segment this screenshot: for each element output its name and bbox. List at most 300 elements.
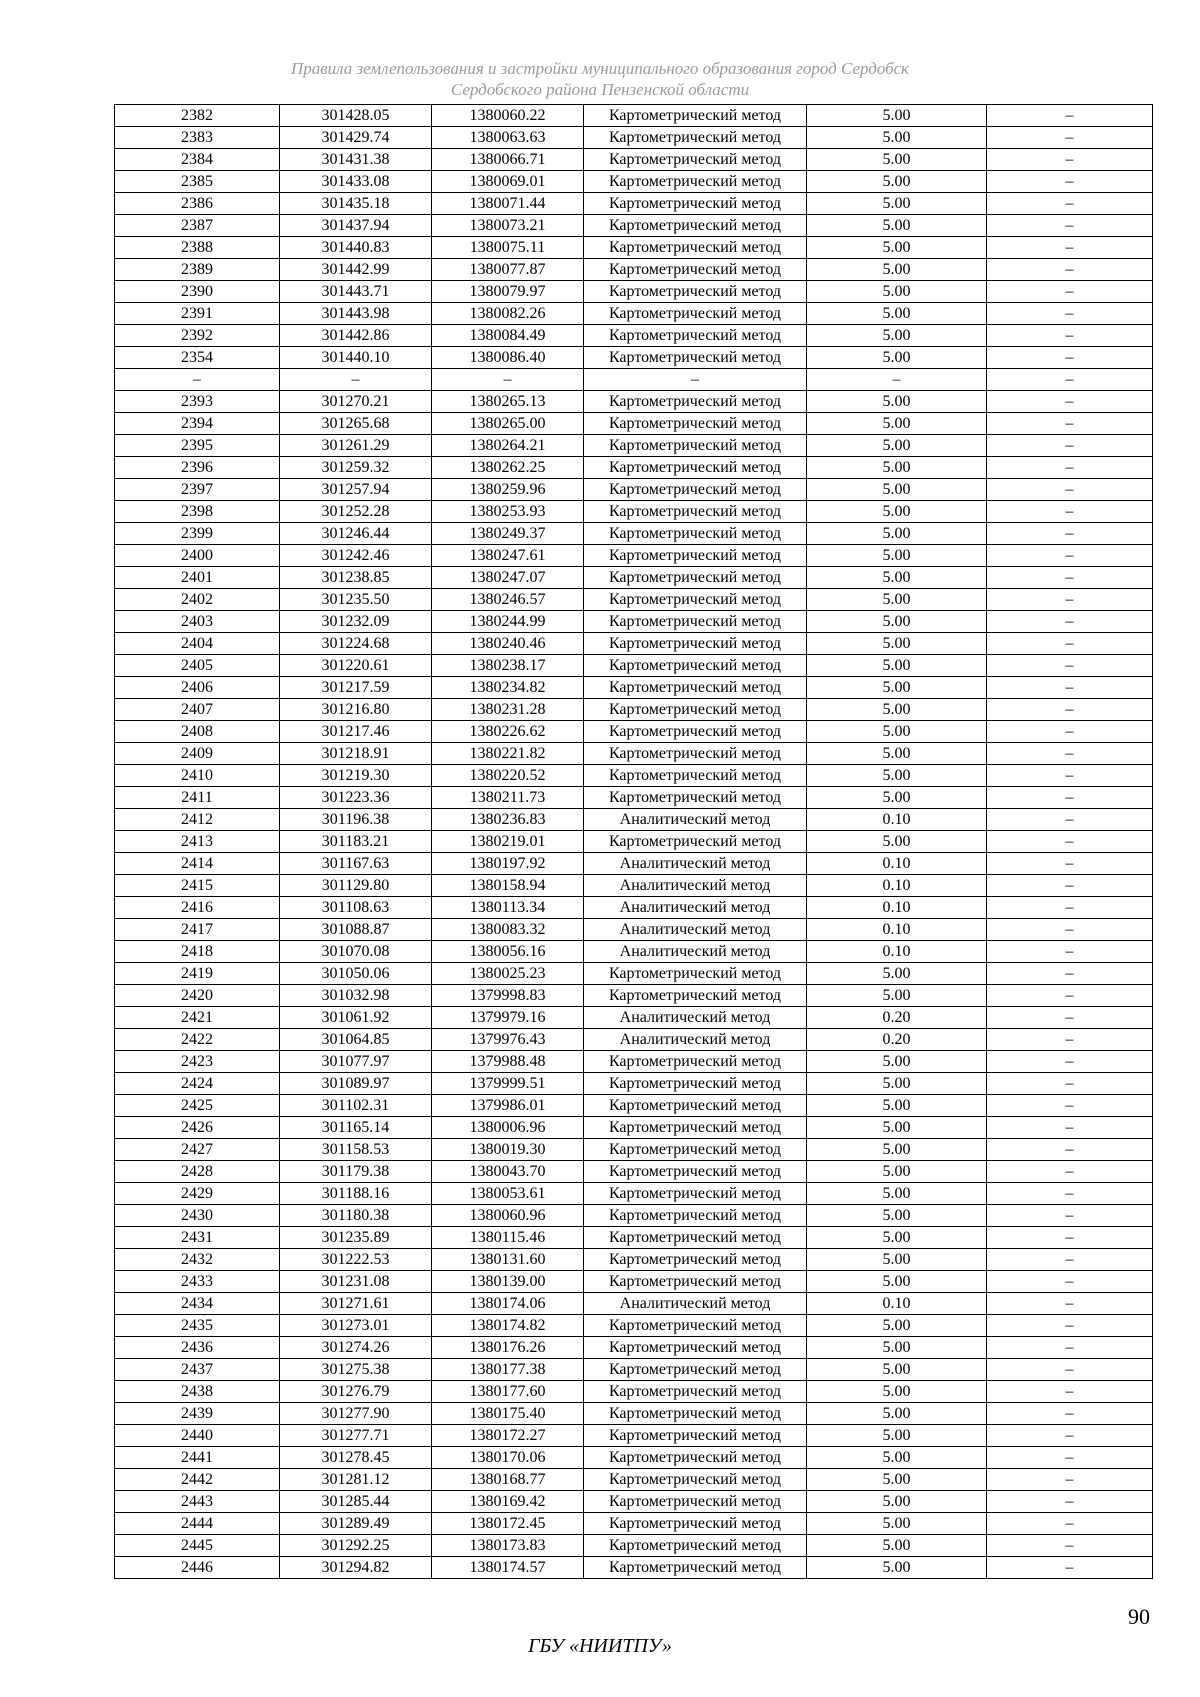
method-cell: Картометрический метод xyxy=(584,1161,807,1183)
description-cell: – xyxy=(987,303,1153,325)
method-cell: Картометрический метод xyxy=(584,435,807,457)
y-coordinate-cell: 1380253.93 xyxy=(432,501,584,523)
y-coordinate-cell: 1380053.61 xyxy=(432,1183,584,1205)
x-coordinate-cell: 301273.01 xyxy=(280,1315,432,1337)
table-row xyxy=(115,853,1153,875)
description-cell: – xyxy=(987,853,1153,875)
description-cell: – xyxy=(987,545,1153,567)
point-number-cell: 2396 xyxy=(115,457,280,479)
description-cell: – xyxy=(987,589,1153,611)
accuracy-cell: 5.00 xyxy=(807,831,987,853)
method-cell: Картометрический метод xyxy=(584,1491,807,1513)
x-coordinate-cell: 301108.63 xyxy=(280,897,432,919)
table-row xyxy=(115,1535,1153,1557)
description-cell: – xyxy=(987,633,1153,655)
table-row xyxy=(115,1293,1153,1315)
description-cell: – xyxy=(987,1095,1153,1117)
method-cell: Картометрический метод xyxy=(584,1205,807,1227)
description-cell: – xyxy=(987,1293,1153,1315)
table-row xyxy=(115,787,1153,809)
coordinates-table xyxy=(114,104,1153,1579)
table-row xyxy=(115,413,1153,435)
x-coordinate-cell: 301261.29 xyxy=(280,435,432,457)
x-coordinate-cell: 301217.59 xyxy=(280,677,432,699)
accuracy-cell: 5.00 xyxy=(807,1139,987,1161)
y-coordinate-cell: 1380077.87 xyxy=(432,259,584,281)
method-cell: Картометрический метод xyxy=(584,589,807,611)
accuracy-cell: 5.00 xyxy=(807,193,987,215)
table-row xyxy=(115,523,1153,545)
method-cell: Картометрический метод xyxy=(584,281,807,303)
y-coordinate-cell: 1380063.63 xyxy=(432,127,584,149)
x-coordinate-cell: 301165.14 xyxy=(280,1117,432,1139)
method-cell: Картометрический метод xyxy=(584,1227,807,1249)
table-row xyxy=(115,985,1153,1007)
table-row xyxy=(115,1513,1153,1535)
x-coordinate-cell: 301289.49 xyxy=(280,1513,432,1535)
point-number-cell: – xyxy=(115,369,280,391)
method-cell: Картометрический метод xyxy=(584,215,807,237)
x-coordinate-cell: 301232.09 xyxy=(280,611,432,633)
table-row xyxy=(115,1337,1153,1359)
y-coordinate-cell: 1380113.34 xyxy=(432,897,584,919)
method-cell: Картометрический метод xyxy=(584,1315,807,1337)
x-coordinate-cell: 301238.85 xyxy=(280,567,432,589)
x-coordinate-cell: 301235.50 xyxy=(280,589,432,611)
x-coordinate-cell: 301257.94 xyxy=(280,479,432,501)
table-row xyxy=(115,391,1153,413)
description-cell: – xyxy=(987,1271,1153,1293)
y-coordinate-cell: 1380082.26 xyxy=(432,303,584,325)
y-coordinate-cell: 1380175.40 xyxy=(432,1403,584,1425)
y-coordinate-cell: 1380265.00 xyxy=(432,413,584,435)
point-number-cell: 2392 xyxy=(115,325,280,347)
y-coordinate-cell: 1380139.00 xyxy=(432,1271,584,1293)
table-row xyxy=(115,677,1153,699)
description-cell: – xyxy=(987,1029,1153,1051)
accuracy-cell: 5.00 xyxy=(807,215,987,237)
accuracy-cell: 5.00 xyxy=(807,655,987,677)
x-coordinate-cell: 301219.30 xyxy=(280,765,432,787)
accuracy-cell: – xyxy=(807,369,987,391)
x-coordinate-cell: 301217.46 xyxy=(280,721,432,743)
description-cell: – xyxy=(987,215,1153,237)
table-row xyxy=(115,1491,1153,1513)
point-number-cell: 2419 xyxy=(115,963,280,985)
point-number-cell: 2434 xyxy=(115,1293,280,1315)
x-coordinate-cell: 301292.25 xyxy=(280,1535,432,1557)
point-number-cell: 2382 xyxy=(115,105,280,127)
x-coordinate-cell: 301223.36 xyxy=(280,787,432,809)
point-number-cell: 2440 xyxy=(115,1425,280,1447)
table-row xyxy=(115,325,1153,347)
y-coordinate-cell: 1379988.48 xyxy=(432,1051,584,1073)
accuracy-cell: 5.00 xyxy=(807,281,987,303)
x-coordinate-cell: 301180.38 xyxy=(280,1205,432,1227)
table-row xyxy=(115,215,1153,237)
x-coordinate-cell: 301246.44 xyxy=(280,523,432,545)
method-cell: Картометрический метод xyxy=(584,325,807,347)
accuracy-cell: 5.00 xyxy=(807,479,987,501)
point-number-cell: 2407 xyxy=(115,699,280,721)
point-number-cell: 2429 xyxy=(115,1183,280,1205)
table-row xyxy=(115,1249,1153,1271)
accuracy-cell: 0.20 xyxy=(807,1029,987,1051)
point-number-cell: 2422 xyxy=(115,1029,280,1051)
method-cell: Картометрический метод xyxy=(584,523,807,545)
description-cell: – xyxy=(987,611,1153,633)
y-coordinate-cell: 1380172.45 xyxy=(432,1513,584,1535)
method-cell: Картометрический метод xyxy=(584,127,807,149)
method-cell: Картометрический метод xyxy=(584,171,807,193)
point-number-cell: 2401 xyxy=(115,567,280,589)
table-row xyxy=(115,1315,1153,1337)
point-number-cell: 2436 xyxy=(115,1337,280,1359)
x-coordinate-cell: 301442.86 xyxy=(280,325,432,347)
description-cell: – xyxy=(987,1425,1153,1447)
point-number-cell: 2398 xyxy=(115,501,280,523)
description-cell: – xyxy=(987,127,1153,149)
table-row xyxy=(115,193,1153,215)
accuracy-cell: 5.00 xyxy=(807,1425,987,1447)
y-coordinate-cell: 1380176.26 xyxy=(432,1337,584,1359)
description-cell: – xyxy=(987,743,1153,765)
method-cell: Картометрический метод xyxy=(584,237,807,259)
x-coordinate-cell: 301061.92 xyxy=(280,1007,432,1029)
point-number-cell: 2389 xyxy=(115,259,280,281)
y-coordinate-cell: 1380071.44 xyxy=(432,193,584,215)
point-number-cell: 2418 xyxy=(115,941,280,963)
description-cell: – xyxy=(987,193,1153,215)
y-coordinate-cell: 1380060.96 xyxy=(432,1205,584,1227)
y-coordinate-cell: 1380246.57 xyxy=(432,589,584,611)
table-row xyxy=(115,1227,1153,1249)
accuracy-cell: 5.00 xyxy=(807,765,987,787)
point-number-cell: 2438 xyxy=(115,1381,280,1403)
x-coordinate-cell: 301259.32 xyxy=(280,457,432,479)
y-coordinate-cell: 1380249.37 xyxy=(432,523,584,545)
x-coordinate-cell: 301050.06 xyxy=(280,963,432,985)
x-coordinate-cell: 301270.21 xyxy=(280,391,432,413)
table-row xyxy=(115,1557,1153,1579)
header-line-1: Правила землепользования и застройки муниципального образования город Сердобск xyxy=(290,59,909,78)
coordinates-table-body xyxy=(115,105,1153,1579)
description-cell: – xyxy=(987,787,1153,809)
table-row xyxy=(115,105,1153,127)
x-coordinate-cell: 301216.80 xyxy=(280,699,432,721)
accuracy-cell: 5.00 xyxy=(807,127,987,149)
table-row xyxy=(115,567,1153,589)
description-cell: – xyxy=(987,501,1153,523)
accuracy-cell: 5.00 xyxy=(807,743,987,765)
method-cell: Картометрический метод xyxy=(584,655,807,677)
description-cell: – xyxy=(987,655,1153,677)
x-coordinate-cell: 301220.61 xyxy=(280,655,432,677)
description-cell: – xyxy=(987,1359,1153,1381)
description-cell: – xyxy=(987,985,1153,1007)
accuracy-cell: 5.00 xyxy=(807,149,987,171)
method-cell: Картометрический метод xyxy=(584,413,807,435)
description-cell: – xyxy=(987,941,1153,963)
point-number-cell: 2415 xyxy=(115,875,280,897)
table-row xyxy=(115,1271,1153,1293)
table-row xyxy=(115,171,1153,193)
accuracy-cell: 5.00 xyxy=(807,1315,987,1337)
point-number-cell: 2424 xyxy=(115,1073,280,1095)
description-cell: – xyxy=(987,1469,1153,1491)
description-cell: – xyxy=(987,1513,1153,1535)
point-number-cell: 2410 xyxy=(115,765,280,787)
accuracy-cell: 5.00 xyxy=(807,325,987,347)
description-cell: – xyxy=(987,281,1153,303)
point-number-cell: 2390 xyxy=(115,281,280,303)
method-cell: Картометрический метод xyxy=(584,1469,807,1491)
y-coordinate-cell: 1380025.23 xyxy=(432,963,584,985)
method-cell: Картометрический метод xyxy=(584,259,807,281)
description-cell: – xyxy=(987,963,1153,985)
accuracy-cell: 5.00 xyxy=(807,237,987,259)
method-cell: Картометрический метод xyxy=(584,501,807,523)
y-coordinate-cell: 1380083.32 xyxy=(432,919,584,941)
accuracy-cell: 5.00 xyxy=(807,1381,987,1403)
point-number-cell: 2395 xyxy=(115,435,280,457)
y-coordinate-cell: 1380131.60 xyxy=(432,1249,584,1271)
point-number-cell: 2385 xyxy=(115,171,280,193)
method-cell: Картометрический метод xyxy=(584,963,807,985)
accuracy-cell: 5.00 xyxy=(807,1535,987,1557)
description-cell: – xyxy=(987,1447,1153,1469)
accuracy-cell: 5.00 xyxy=(807,391,987,413)
y-coordinate-cell: 1380066.71 xyxy=(432,149,584,171)
table-row xyxy=(115,919,1153,941)
description-cell: – xyxy=(987,413,1153,435)
table-row xyxy=(115,127,1153,149)
method-cell: Картометрический метод xyxy=(584,1381,807,1403)
description-cell: – xyxy=(987,831,1153,853)
accuracy-cell: 5.00 xyxy=(807,699,987,721)
table-row xyxy=(115,1051,1153,1073)
point-number-cell: 2443 xyxy=(115,1491,280,1513)
point-number-cell: 2435 xyxy=(115,1315,280,1337)
table-row xyxy=(115,1117,1153,1139)
accuracy-cell: 5.00 xyxy=(807,1073,987,1095)
method-cell: Картометрический метод xyxy=(584,1095,807,1117)
point-number-cell: 2413 xyxy=(115,831,280,853)
point-number-cell: 2427 xyxy=(115,1139,280,1161)
table-row xyxy=(115,1381,1153,1403)
x-coordinate-cell: 301285.44 xyxy=(280,1491,432,1513)
accuracy-cell: 5.00 xyxy=(807,985,987,1007)
table-row xyxy=(115,347,1153,369)
y-coordinate-cell: 1380174.06 xyxy=(432,1293,584,1315)
accuracy-cell: 5.00 xyxy=(807,589,987,611)
x-coordinate-cell: 301224.68 xyxy=(280,633,432,655)
accuracy-cell: 0.20 xyxy=(807,1007,987,1029)
x-coordinate-cell: – xyxy=(280,369,432,391)
accuracy-cell: 5.00 xyxy=(807,523,987,545)
accuracy-cell: 0.10 xyxy=(807,809,987,831)
y-coordinate-cell: 1380075.11 xyxy=(432,237,584,259)
table-row xyxy=(115,281,1153,303)
y-coordinate-cell: 1380247.61 xyxy=(432,545,584,567)
accuracy-cell: 5.00 xyxy=(807,1491,987,1513)
y-coordinate-cell: 1380221.82 xyxy=(432,743,584,765)
x-coordinate-cell: 301183.21 xyxy=(280,831,432,853)
point-number-cell: 2400 xyxy=(115,545,280,567)
y-coordinate-cell: 1380177.60 xyxy=(432,1381,584,1403)
description-cell: – xyxy=(987,1381,1153,1403)
method-cell: Картометрический метод xyxy=(584,787,807,809)
description-cell: – xyxy=(987,435,1153,457)
y-coordinate-cell: 1380238.17 xyxy=(432,655,584,677)
accuracy-cell: 5.00 xyxy=(807,1183,987,1205)
point-number-cell: 2431 xyxy=(115,1227,280,1249)
x-coordinate-cell: 301231.08 xyxy=(280,1271,432,1293)
y-coordinate-cell: 1379986.01 xyxy=(432,1095,584,1117)
x-coordinate-cell: 301064.85 xyxy=(280,1029,432,1051)
accuracy-cell: 5.00 xyxy=(807,1117,987,1139)
description-cell: – xyxy=(987,809,1153,831)
method-cell: Картометрический метод xyxy=(584,1051,807,1073)
point-number-cell: 2430 xyxy=(115,1205,280,1227)
description-cell: – xyxy=(987,325,1153,347)
x-coordinate-cell: 301088.87 xyxy=(280,919,432,941)
table-row xyxy=(115,721,1153,743)
method-cell: Картометрический метод xyxy=(584,633,807,655)
description-cell: – xyxy=(987,479,1153,501)
x-coordinate-cell: 301428.05 xyxy=(280,105,432,127)
table-row xyxy=(115,765,1153,787)
page-header xyxy=(0,58,1200,100)
y-coordinate-cell: 1380236.83 xyxy=(432,809,584,831)
point-number-cell: 2421 xyxy=(115,1007,280,1029)
x-coordinate-cell: 301277.90 xyxy=(280,1403,432,1425)
point-number-cell: 2441 xyxy=(115,1447,280,1469)
x-coordinate-cell: 301218.91 xyxy=(280,743,432,765)
method-cell: Картометрический метод xyxy=(584,457,807,479)
y-coordinate-cell: 1380060.22 xyxy=(432,105,584,127)
x-coordinate-cell: 301252.28 xyxy=(280,501,432,523)
table-row xyxy=(115,259,1153,281)
point-number-cell: 2426 xyxy=(115,1117,280,1139)
description-cell: – xyxy=(987,699,1153,721)
x-coordinate-cell: 301158.53 xyxy=(280,1139,432,1161)
method-cell: Картометрический метод xyxy=(584,545,807,567)
method-cell: Картометрический метод xyxy=(584,149,807,171)
point-number-cell: 2408 xyxy=(115,721,280,743)
table-row xyxy=(115,875,1153,897)
description-cell: – xyxy=(987,567,1153,589)
description-cell: – xyxy=(987,347,1153,369)
description-cell: – xyxy=(987,171,1153,193)
accuracy-cell: 5.00 xyxy=(807,721,987,743)
method-cell: Картометрический метод xyxy=(584,1403,807,1425)
x-coordinate-cell: 301274.26 xyxy=(280,1337,432,1359)
accuracy-cell: 5.00 xyxy=(807,501,987,523)
y-coordinate-cell: 1380084.49 xyxy=(432,325,584,347)
table-row xyxy=(115,1073,1153,1095)
description-cell: – xyxy=(987,391,1153,413)
x-coordinate-cell: 301278.45 xyxy=(280,1447,432,1469)
point-number-cell: 2444 xyxy=(115,1513,280,1535)
method-cell: Картометрический метод xyxy=(584,391,807,413)
x-coordinate-cell: 301089.97 xyxy=(280,1073,432,1095)
table-row xyxy=(115,1425,1153,1447)
point-number-cell: 2425 xyxy=(115,1095,280,1117)
y-coordinate-cell: 1380177.38 xyxy=(432,1359,584,1381)
table-row xyxy=(115,589,1153,611)
point-number-cell: 2437 xyxy=(115,1359,280,1381)
point-number-cell: 2393 xyxy=(115,391,280,413)
method-cell: Картометрический метод xyxy=(584,1557,807,1579)
method-cell: Картометрический метод xyxy=(584,193,807,215)
accuracy-cell: 5.00 xyxy=(807,1337,987,1359)
table-row xyxy=(115,633,1153,655)
x-coordinate-cell: 301435.18 xyxy=(280,193,432,215)
page-footer: ГБУ «НИИТПУ» xyxy=(528,1635,672,1657)
x-coordinate-cell: 301442.99 xyxy=(280,259,432,281)
point-number-cell: 2394 xyxy=(115,413,280,435)
point-number-cell: 2412 xyxy=(115,809,280,831)
accuracy-cell: 5.00 xyxy=(807,435,987,457)
description-cell: – xyxy=(987,237,1153,259)
point-number-cell: 2442 xyxy=(115,1469,280,1491)
y-coordinate-cell: 1380231.28 xyxy=(432,699,584,721)
description-cell: – xyxy=(987,1403,1153,1425)
accuracy-cell: 5.00 xyxy=(807,259,987,281)
table-row xyxy=(115,1161,1153,1183)
accuracy-cell: 5.00 xyxy=(807,105,987,127)
point-number-cell: 2439 xyxy=(115,1403,280,1425)
accuracy-cell: 5.00 xyxy=(807,347,987,369)
table-row xyxy=(115,545,1153,567)
accuracy-cell: 5.00 xyxy=(807,1359,987,1381)
table-row xyxy=(115,1447,1153,1469)
method-cell: Картометрический метод xyxy=(584,1337,807,1359)
description-cell: – xyxy=(987,523,1153,545)
x-coordinate-cell: 301294.82 xyxy=(280,1557,432,1579)
table-row xyxy=(115,1095,1153,1117)
x-coordinate-cell: 301440.10 xyxy=(280,347,432,369)
accuracy-cell: 0.10 xyxy=(807,853,987,875)
method-cell: Картометрический метод xyxy=(584,1073,807,1095)
point-number-cell: 2406 xyxy=(115,677,280,699)
point-number-cell: 2403 xyxy=(115,611,280,633)
accuracy-cell: 5.00 xyxy=(807,171,987,193)
accuracy-cell: 5.00 xyxy=(807,545,987,567)
x-coordinate-cell: 301276.79 xyxy=(280,1381,432,1403)
point-number-cell: 2354 xyxy=(115,347,280,369)
accuracy-cell: 5.00 xyxy=(807,677,987,699)
description-cell: – xyxy=(987,1315,1153,1337)
accuracy-cell: 0.10 xyxy=(807,941,987,963)
x-coordinate-cell: 301242.46 xyxy=(280,545,432,567)
method-cell: Аналитический метод xyxy=(584,941,807,963)
y-coordinate-cell: 1380043.70 xyxy=(432,1161,584,1183)
table-row xyxy=(115,1205,1153,1227)
y-coordinate-cell: 1380234.82 xyxy=(432,677,584,699)
accuracy-cell: 0.10 xyxy=(807,875,987,897)
x-coordinate-cell: 301433.08 xyxy=(280,171,432,193)
y-coordinate-cell: 1380168.77 xyxy=(432,1469,584,1491)
method-cell: Картометрический метод xyxy=(584,1535,807,1557)
table-row xyxy=(115,237,1153,259)
point-number-cell: 2404 xyxy=(115,633,280,655)
y-coordinate-cell: 1380079.97 xyxy=(432,281,584,303)
accuracy-cell: 5.00 xyxy=(807,567,987,589)
table-row xyxy=(115,831,1153,853)
table-row xyxy=(115,501,1153,523)
